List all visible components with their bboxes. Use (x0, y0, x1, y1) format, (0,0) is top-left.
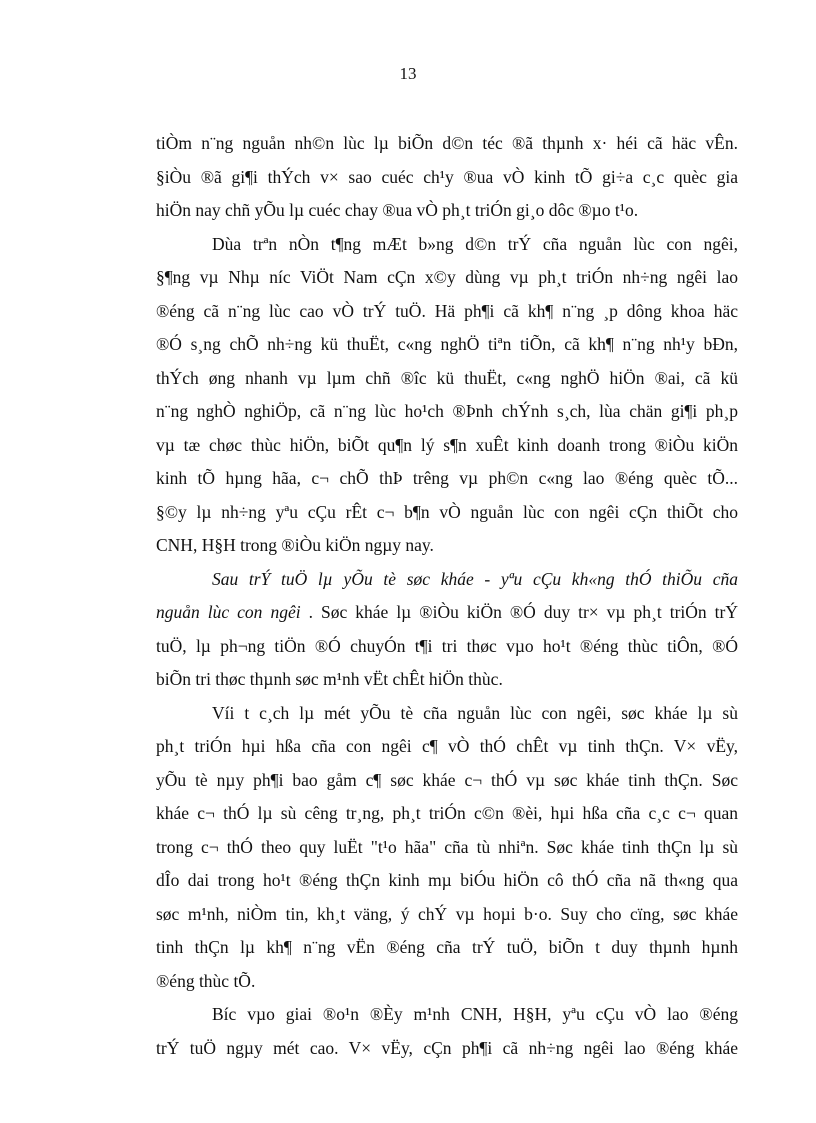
text-line: §iÒu ®ã gi¶i thÝch v× sao cuéc ch¹y ®ua vÒ kinh tÕ gi÷a c¸c quèc gia (156, 166, 738, 187)
text-line: trong c¬ thÓ theo quy luËt "t¹o hãa" cña tù nhiªn. Søc kháe tinh thÇn lµ sù (156, 836, 738, 857)
text-line: §©y lµ nh÷ng yªu cÇu rÊt c¬ b¶n vÒ nguån lùc con ngêi cÇn thiÕt cho (156, 501, 738, 522)
text-line: ®Ó s¸ng chÕ nh÷ng kü thuËt, c«ng nghÖ tiªn tiÕn, cã kh¶ n¨ng nh¹y bÐn, (156, 334, 738, 354)
text-line: vµ tæ chøc thùc hiÖn, biÕt qu¶n lý s¶n xuÊt kinh doanh trong ®iÒu kiÖn (156, 434, 738, 455)
text-line: ®éng thùc tÕ. (156, 970, 256, 991)
text-line: CNH, H§H trong ®iÒu kiÖn ngµy nay. (156, 535, 434, 555)
text-line: ®éng cã n¨ng lùc cao vÒ trÝ tuÖ. Hä ph¶i cã kh¶ n¨ng ¸p dông khoa häc (156, 300, 738, 321)
italic-text-line: Sau trÝ tuÖ lµ yÕu tè søc kháe - yªu cÇu kh«ng thÓ thiÕu cña (212, 568, 738, 589)
text-line: n¨ng nghÒ nghiÖp, cã n¨ng lùc ho¹ch ®Þnh chÝnh s¸ch, lùa chän gi¶i ph¸p (156, 401, 738, 421)
text-line: kinh tÕ hµng hãa, c¬ chÕ thÞ trêng vµ ph©n c«ng lao ®éng quèc tÕ... (156, 468, 738, 488)
page-number: 13 (399, 64, 417, 83)
text-line: Dùa trªn nÒn t¶ng mÆt b»ng d©n trÝ cña nguån lùc con ngêi, (212, 233, 738, 254)
paragraph-2 (156, 228, 738, 563)
paragraph-4 (156, 697, 738, 999)
text-line: ph¸t triÓn hµi hßa cña con ngêi c¶ vÒ thÓ chÊt vµ tinh thÇn. V× vËy, (156, 736, 738, 756)
body-text (156, 127, 738, 1065)
text-line: tinh thÇn lµ kh¶ n¨ng vËn ®éng cña trÝ tuÖ, biÕn t duy thµnh hµnh (156, 937, 738, 957)
text-line: yÕu tè nµy ph¶i bao gåm c¶ søc kháe c¬ thÓ vµ søc kháe tinh thÇn. Søc (156, 769, 738, 790)
paragraph-1 (156, 127, 738, 228)
text-line: hiÖn nay chñ yÕu lµ cuéc chay ®ua vÒ ph¸t triÓn gi¸o dôc ®µo t¹o. (156, 200, 639, 220)
text-line: Víi t c¸ch lµ mét yÕu tè cña nguån lùc con ngêi, søc kháe lµ sù (212, 702, 738, 723)
paragraph-3 (156, 563, 738, 697)
text-line: tiÒm n¨ng nguån nh©n lùc lµ biÕn d©n téc ®ã thµnh x· héi cã häc vÊn. (156, 133, 738, 153)
text-line: biÕn tri thøc thµnh søc m¹nh vËt chÊt hiÖn thùc. (156, 669, 503, 689)
text-span: . Søc kháe lµ ®iÒu kiÖn ®Ó duy tr× vµ ph¸t triÓn trÝ (300, 602, 739, 622)
text-line: trÝ tuÖ ngµy mét cao. V× vËy, cÇn ph¶i cã nh÷ng ngêi lao ®éng kháe (156, 1037, 738, 1058)
text-line: thÝch øng nhanh vµ lµm chñ ®îc kü thuËt, c«ng nghÖ hiÖn ®ai, cã kü (156, 367, 738, 388)
text-line: §¶ng vµ Nhµ níc ViÖt Nam cÇn x©y dùng vµ ph¸t triÓn nh÷ng ngêi lao (156, 267, 738, 287)
text-line: dÎo dai trong ho¹t ®éng thÇn kinh mµ biÓu hiÖn cô thÓ cña nã th«ng qua (156, 870, 738, 890)
text-line: kháe c¬ thÓ lµ sù cêng tr¸ng, ph¸t triÓn c©n ®èi, hµi hßa cña c¸c c¬ quan (156, 803, 738, 823)
paragraph-5 (156, 998, 738, 1065)
text-line: tuÖ, lµ ph¬ng tiÖn ®Ó chuyÓn t¶i tri thøc vµo ho¹t ®éng thùc tiÔn, ®Ó (156, 635, 738, 656)
text-line: søc m¹nh, niÒm tin, kh¸t väng, ý chÝ vµ hoµi b·o. Suy cho cïng, søc kháe (156, 903, 738, 924)
italic-phrase: nguån lùc con ngêi (156, 602, 301, 622)
text-line: Bíc vµo giai ®o¹n ®Èy m¹nh CNH, H§H, yªu cÇu vÒ lao ®éng (212, 1004, 738, 1024)
text-line (156, 596, 738, 630)
